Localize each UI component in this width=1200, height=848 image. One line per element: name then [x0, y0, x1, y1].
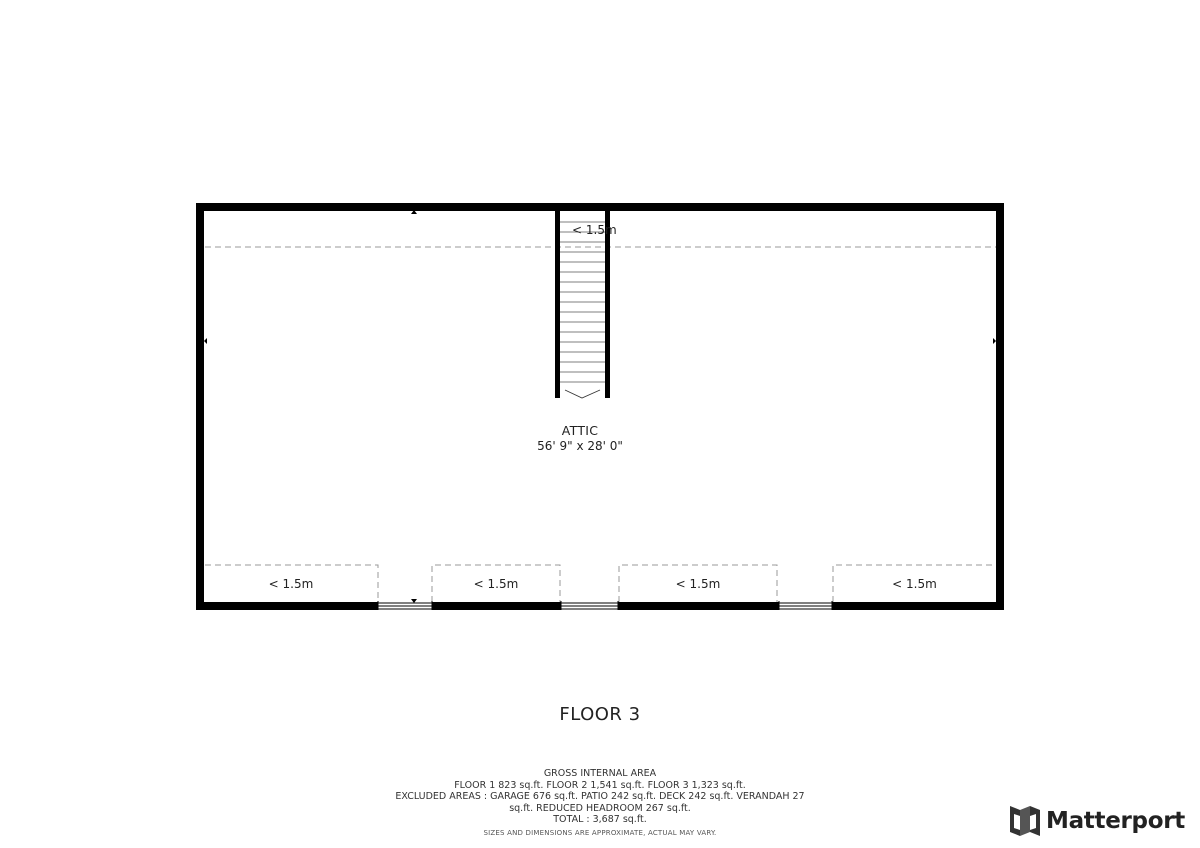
headroom-label-top: < 1.5m — [572, 223, 617, 237]
headroom-label: < 1.5m — [473, 577, 519, 591]
outer-wall — [200, 207, 1000, 606]
area-heading: GROSS INTERNAL AREA — [543, 768, 657, 779]
area-excluded: EXCLUDED AREAS : GARAGE 676 sq.ft. PATIO 242 sq.ft. DECK 242 sq.ft. VERANDAH 27 — [395, 791, 805, 802]
headroom-label: < 1.5m — [675, 577, 721, 591]
area-excluded-cont: sq.ft. REDUCED HEADROOM 267 sq.ft. — [509, 802, 691, 814]
headroom-label: < 1.5m — [892, 577, 937, 591]
room-name: ATTIC — [561, 423, 599, 438]
headroom-label: < 1.5m — [268, 577, 314, 591]
window — [561, 601, 618, 610]
area-total: TOTAL : 3,687 sq.ft. — [553, 814, 647, 825]
brand-name: Matterport — [1046, 808, 1185, 834]
area-disclaimer: SIZES AND DIMENSIONS ARE APPROXIMATE, ACTUAL MAY VARY. — [483, 828, 717, 837]
wall-marker-right — [993, 338, 996, 344]
room-dimensions: 56' 9" x 28' 0" — [537, 439, 623, 453]
area-summary — [330, 768, 870, 839]
window — [779, 601, 832, 610]
window — [378, 601, 432, 610]
floor-title: FLOOR 3 — [559, 704, 641, 725]
area-floors: FLOOR 1 823 sq.ft. FLOOR 2 1,541 sq.ft. FLOOR 3 1,323 sq.ft. — [454, 779, 746, 791]
brand — [1010, 804, 1185, 838]
brand-logo-space — [1010, 806, 1040, 836]
wall-marker-left — [204, 338, 207, 344]
